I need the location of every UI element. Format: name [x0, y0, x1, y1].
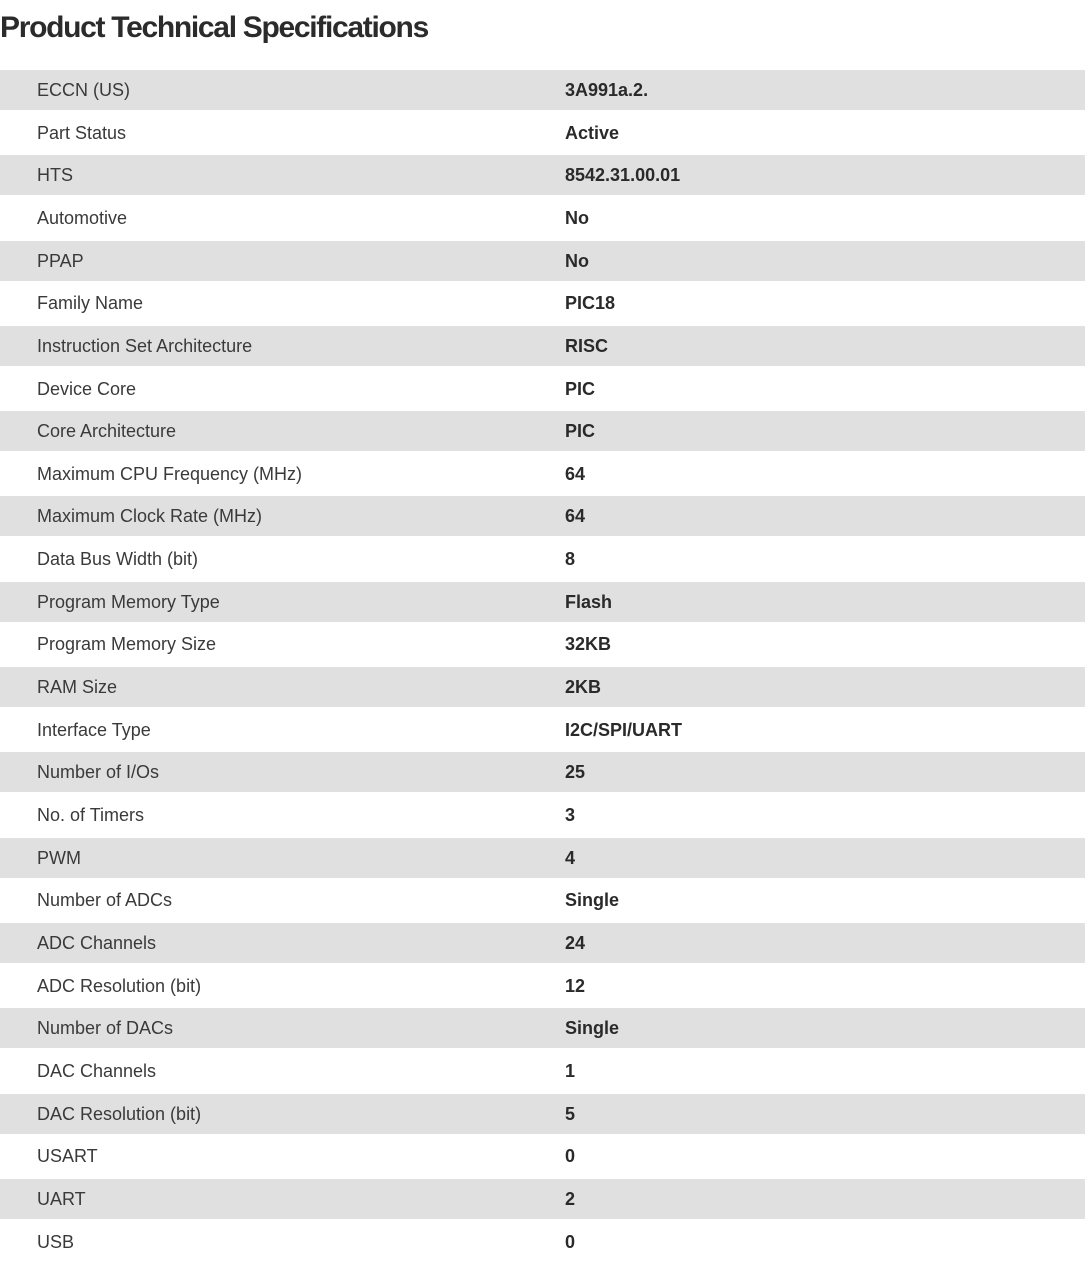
spec-row — [0, 923, 1085, 963]
spec-row — [0, 110, 1085, 155]
spec-label: ADC Resolution (bit) — [37, 975, 202, 996]
page-title: Product Technical Specifications — [0, 11, 428, 44]
spec-row — [0, 1048, 1085, 1093]
spec-label: DAC Channels — [37, 1060, 157, 1081]
spec-label: Automotive — [37, 207, 128, 228]
spec-value: 0 — [565, 1146, 576, 1167]
spec-row — [0, 1179, 1085, 1219]
spec-value: 12 — [565, 975, 586, 996]
spec-row — [0, 326, 1085, 366]
spec-value: 8 — [565, 549, 576, 570]
spec-value: 4 — [565, 838, 1085, 878]
spec-value: 3 — [565, 805, 576, 826]
spec-label: Number of DACs — [0, 1008, 565, 1048]
spec-label: PWM — [0, 838, 565, 878]
spec-label: Part Status — [37, 122, 127, 143]
spec-row — [0, 1219, 1085, 1264]
spec-table — [0, 70, 1085, 1264]
spec-value: 24 — [565, 923, 1085, 963]
spec-label: Number of I/Os — [0, 752, 565, 792]
spec-row — [0, 195, 1085, 240]
spec-row — [0, 241, 1085, 281]
spec-value: 8542.31.00.01 — [565, 155, 1085, 195]
spec-row — [0, 496, 1085, 536]
spec-label: Program Memory Size — [37, 634, 217, 655]
spec-label: USART — [37, 1146, 98, 1167]
spec-value: 1 — [565, 1060, 576, 1081]
spec-value: PIC18 — [565, 293, 616, 314]
spec-label: Maximum CPU Frequency (MHz) — [37, 463, 303, 484]
spec-row — [0, 707, 1085, 752]
spec-label: Family Name — [37, 293, 144, 314]
spec-value: No — [565, 241, 1085, 281]
spec-value: PIC — [565, 411, 1085, 451]
spec-row — [0, 451, 1085, 496]
spec-label: HTS — [0, 155, 565, 195]
spec-label: ADC Channels — [0, 923, 565, 963]
spec-label: RAM Size — [0, 667, 565, 707]
spec-row — [0, 1094, 1085, 1134]
spec-label: Instruction Set Architecture — [0, 326, 565, 366]
spec-label: PPAP — [0, 241, 565, 281]
spec-value: RISC — [565, 326, 1085, 366]
spec-value: 2 — [565, 1179, 1085, 1219]
spec-value: 3A991a.2. — [565, 70, 1085, 110]
spec-label: No. of Timers — [37, 805, 145, 826]
spec-row — [0, 878, 1085, 923]
spec-value: 25 — [565, 752, 1085, 792]
spec-table-body — [0, 70, 1085, 1264]
spec-row — [0, 752, 1085, 792]
spec-label: USB — [37, 1231, 75, 1252]
spec-row — [0, 70, 1085, 110]
spec-row — [0, 281, 1085, 326]
spec-row — [0, 155, 1085, 195]
spec-row — [0, 667, 1085, 707]
spec-value: 5 — [565, 1094, 1085, 1134]
spec-row — [0, 792, 1085, 837]
spec-value: I2C/SPI/UART — [565, 719, 683, 740]
spec-row — [0, 366, 1085, 411]
spec-value: 2KB — [565, 667, 1085, 707]
spec-value: 64 — [565, 463, 586, 484]
spec-label: Interface Type — [37, 719, 151, 740]
spec-label: Core Architecture — [0, 411, 565, 451]
spec-label: ECCN (US) — [0, 70, 565, 110]
spec-row — [0, 1134, 1085, 1179]
spec-value: 32KB — [565, 634, 612, 655]
spec-label: Data Bus Width (bit) — [37, 549, 199, 570]
spec-value: Single — [565, 1008, 1085, 1048]
spec-label: Device Core — [37, 378, 137, 399]
spec-label: Number of ADCs — [37, 890, 173, 911]
spec-value: Single — [565, 890, 620, 911]
spec-value: 0 — [565, 1231, 576, 1252]
spec-value: PIC — [565, 378, 596, 399]
spec-label: Maximum Clock Rate (MHz) — [0, 496, 565, 536]
spec-row — [0, 1008, 1085, 1048]
spec-label: DAC Resolution (bit) — [0, 1094, 565, 1134]
spec-value: No — [565, 207, 589, 228]
spec-row — [0, 838, 1085, 878]
spec-label: UART — [0, 1179, 565, 1219]
spec-value: Active — [565, 122, 620, 143]
spec-row — [0, 582, 1085, 622]
spec-row — [0, 622, 1085, 667]
spec-value: Flash — [565, 582, 1085, 622]
spec-label: Program Memory Type — [0, 582, 565, 622]
spec-row — [0, 536, 1085, 581]
spec-value: 64 — [565, 496, 1085, 536]
spec-row — [0, 411, 1085, 451]
spec-row — [0, 963, 1085, 1008]
